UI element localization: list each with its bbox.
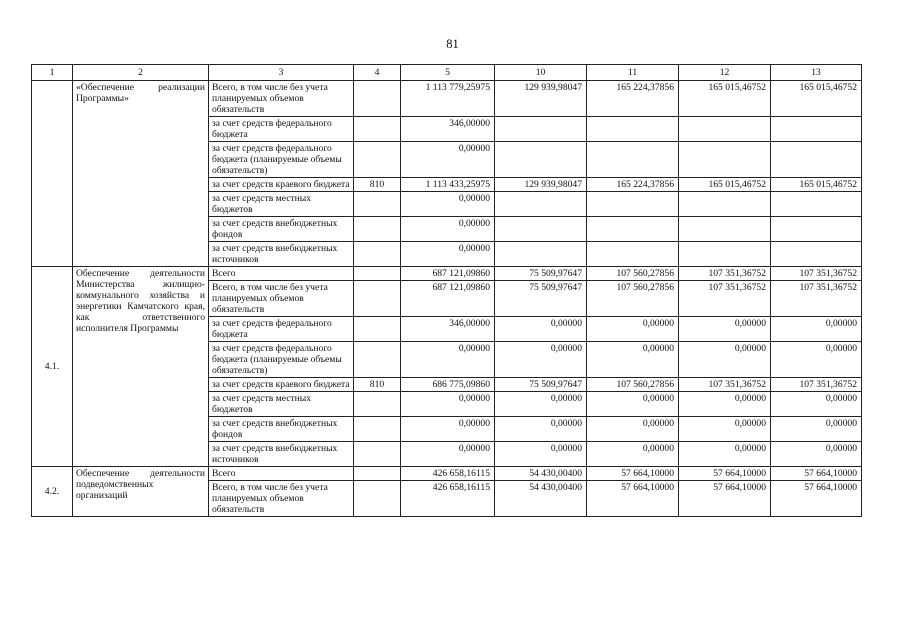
column-header: 11 [587,65,679,81]
amount-cell [495,217,587,242]
amount-cell: 57 664,10000 [587,467,679,481]
funding-source: за счет средств краевого бюджета [209,178,354,192]
amount-cell: 107 560,27856 [587,281,679,317]
amount-cell [587,117,679,142]
amount-cell: 75 509,97647 [495,281,587,317]
funding-source: за счет средств местных бюджетов [209,192,354,217]
amount-cell: 0,00000 [771,417,862,442]
header-row [32,65,862,81]
amount-cell [495,117,587,142]
amount-cell [495,242,587,267]
amount-cell: 0,00000 [771,342,862,378]
amount-cell: 0,00000 [679,317,771,342]
amount-cell: 0,00000 [587,342,679,378]
amount-cell [495,192,587,217]
amount-cell: 0,00000 [679,442,771,467]
budget-code [354,317,401,342]
amount-cell: 75 509,97647 [495,267,587,281]
amount-cell: 0,00000 [401,417,495,442]
table-row [32,467,862,481]
amount-cell: 686 775,09860 [401,378,495,392]
funding-source: Всего, в том числе без учета планируемых объемов обязательств [209,481,354,517]
budget-code [354,242,401,267]
budget-code: 810 [354,178,401,192]
amount-cell: 165 015,46752 [679,178,771,192]
amount-cell [771,217,862,242]
amount-cell [771,117,862,142]
budget-code [354,392,401,417]
table-row [32,267,862,281]
budget-code: 810 [354,378,401,392]
amount-cell: 165 224,37856 [587,178,679,192]
amount-cell: 107 351,36752 [679,267,771,281]
amount-cell: 0,00000 [495,392,587,417]
item-name: «Обеспечение реализации Программы» [73,81,209,267]
column-header: 2 [73,65,209,81]
amount-cell: 57 664,10000 [679,467,771,481]
amount-cell: 0,00000 [679,417,771,442]
amount-cell [771,142,862,178]
page-number: 81 [446,37,459,51]
budget-code [354,117,401,142]
funding-source: за счет средств внебюджетных источников [209,442,354,467]
amount-cell: 107 351,36752 [771,267,862,281]
amount-cell: 57 664,10000 [771,467,862,481]
amount-cell: 165 015,46752 [679,81,771,117]
budget-code [354,467,401,481]
amount-cell: 107 351,36752 [679,281,771,317]
amount-cell: 129 939,98047 [495,178,587,192]
column-header: 13 [771,65,862,81]
amount-cell: 0,00000 [495,342,587,378]
amount-cell: 0,00000 [401,142,495,178]
amount-cell: 0,00000 [401,442,495,467]
amount-cell: 0,00000 [495,442,587,467]
funding-source: за счет средств федерального бюджета (планируемые объемы обязательств) [209,142,354,178]
column-header: 4 [354,65,401,81]
amount-cell: 1 113 779,25975 [401,81,495,117]
funding-source: за счет средств местных бюджетов [209,392,354,417]
column-header: 10 [495,65,587,81]
amount-cell: 1 113 433,25975 [401,178,495,192]
funding-source: за счет средств внебюджетных источников [209,242,354,267]
amount-cell: 0,00000 [587,442,679,467]
amount-cell: 0,00000 [401,342,495,378]
amount-cell: 0,00000 [587,417,679,442]
amount-cell: 107 560,27856 [587,378,679,392]
amount-cell [679,117,771,142]
amount-cell: 107 351,36752 [679,378,771,392]
column-header: 5 [401,65,495,81]
funding-source: Всего [209,267,354,281]
amount-cell: 107 351,36752 [771,378,862,392]
funding-source: Всего, в том числе без учета планируемых объемов обязательств [209,81,354,117]
amount-cell: 346,00000 [401,317,495,342]
amount-cell: 0,00000 [679,342,771,378]
amount-cell [679,217,771,242]
amount-cell: 426 658,16115 [401,467,495,481]
amount-cell: 346,00000 [401,117,495,142]
item-number: 4.2. [32,467,73,517]
item-name: Обеспечение деятельности Министерства жилищно-коммунального хозяйства и энергетики Камчатского края, как ответственного исполнителя Программы [73,267,209,467]
amount-cell: 57 664,10000 [679,481,771,517]
amount-cell [679,242,771,267]
item-number: 4.1. [32,267,73,467]
funding-source: за счет средств федерального бюджета [209,317,354,342]
funding-source: за счет средств внебюджетных фондов [209,217,354,242]
funding-source: за счет средств федерального бюджета [209,117,354,142]
amount-cell [587,242,679,267]
budget-code [354,342,401,378]
amount-cell: 0,00000 [401,392,495,417]
funding-source: Всего [209,467,354,481]
budget-code [354,81,401,117]
budget-code [354,217,401,242]
amount-cell [495,142,587,178]
amount-cell: 0,00000 [587,392,679,417]
amount-cell: 165 015,46752 [771,178,862,192]
budget-code [354,281,401,317]
amount-cell: 129 939,98047 [495,81,587,117]
funding-source: за счет средств внебюджетных фондов [209,417,354,442]
amount-cell: 75 509,97647 [495,378,587,392]
budget-code [354,267,401,281]
amount-cell: 57 664,10000 [771,481,862,517]
amount-cell: 57 664,10000 [587,481,679,517]
amount-cell: 165 224,37856 [587,81,679,117]
amount-cell: 54 430,00400 [495,467,587,481]
amount-cell: 426 658,16115 [401,481,495,517]
amount-cell: 687 121,09860 [401,267,495,281]
amount-cell: 0,00000 [401,242,495,267]
amount-cell [587,142,679,178]
amount-cell: 107 351,36752 [771,281,862,317]
amount-cell: 107 560,27856 [587,267,679,281]
column-header: 3 [209,65,354,81]
amount-cell: 0,00000 [771,442,862,467]
amount-cell: 0,00000 [495,317,587,342]
amount-cell: 0,00000 [771,392,862,417]
amount-cell: 54 430,00400 [495,481,587,517]
amount-cell [587,192,679,217]
funding-source: за счет средств краевого бюджета [209,378,354,392]
amount-cell: 0,00000 [401,192,495,217]
funding-source: за счет средств федерального бюджета (планируемые объемы обязательств) [209,342,354,378]
table-row [32,81,862,117]
item-name: Обеспечение деятельности подведомственных организаций [73,467,209,517]
amount-cell: 687 121,09860 [401,281,495,317]
amount-cell: 0,00000 [587,317,679,342]
amount-cell [587,217,679,242]
budget-code [354,442,401,467]
amount-cell [679,192,771,217]
amount-cell [771,192,862,217]
column-header: 12 [679,65,771,81]
column-header: 1 [32,65,73,81]
item-number [32,81,73,267]
amount-cell: 0,00000 [495,417,587,442]
budget-code [354,481,401,517]
amount-cell: 0,00000 [401,217,495,242]
funding-source: Всего, в том числе без учета планируемых объемов обязательств [209,281,354,317]
amount-cell: 165 015,46752 [771,81,862,117]
budget-code [354,142,401,178]
amount-cell [679,142,771,178]
amount-cell: 0,00000 [771,317,862,342]
budget-table [31,64,862,517]
budget-code [354,192,401,217]
amount-cell: 0,00000 [679,392,771,417]
budget-code [354,417,401,442]
amount-cell [771,242,862,267]
